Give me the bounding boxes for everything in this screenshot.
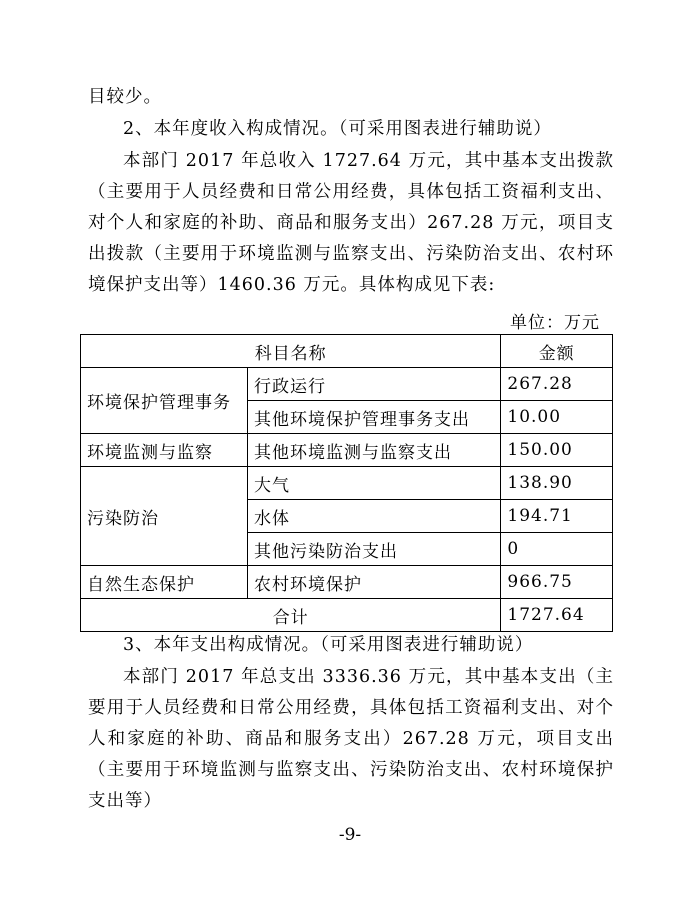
category-cell: 环境保护管理事务 xyxy=(81,368,248,434)
total-amount: 1727.64 xyxy=(501,599,613,632)
table-header-row xyxy=(81,335,613,368)
paragraph-income: 本部门 2017 年总收入 1727.64 万元，其中基本支出拨款（主要用于人员经费和日常公用经费，具体包括工资福利支出、对个人和家庭的补助、商品和服务支出）267.28 万元，项目支出拨款（主要用于环境监测与监察支出、污染防治支出、农村环境保护支出等）1460.36 万元。具体构成见下表: xyxy=(88,151,614,295)
header-subject: 科目名称 xyxy=(81,335,501,368)
item-cell: 行政运行 xyxy=(248,368,501,401)
amount-cell: 150.00 xyxy=(501,434,613,467)
table-row xyxy=(81,566,613,599)
table-row xyxy=(81,368,613,401)
table-unit-label: 单位：万元 xyxy=(510,313,600,333)
table-row xyxy=(81,434,613,467)
header-amount: 金额 xyxy=(501,335,613,368)
item-cell: 水体 xyxy=(248,500,501,533)
amount-cell: 10.00 xyxy=(501,401,613,434)
item-cell: 农村环境保护 xyxy=(248,566,501,599)
amount-cell: 138.90 xyxy=(501,467,613,500)
table-total-row xyxy=(81,599,613,632)
item-cell: 其他环境保护管理事务支出 xyxy=(248,401,501,434)
item-cell: 大气 xyxy=(248,467,501,500)
amount-cell: 966.75 xyxy=(501,566,613,599)
section-heading-expenditure: 3、本年支出构成情况。（可采用图表进行辅助说） xyxy=(123,635,534,655)
category-cell: 自然生态保护 xyxy=(81,566,248,599)
category-cell: 污染防治 xyxy=(81,467,248,566)
category-cell: 环境监测与监察 xyxy=(81,434,248,467)
total-label: 合计 xyxy=(81,599,501,632)
item-cell: 其他环境监测与监察支出 xyxy=(248,434,501,467)
section-heading-income: 2、本年度收入构成情况。（可采用图表进行辅助说） xyxy=(123,119,552,139)
page-number: -9- xyxy=(338,825,362,845)
paragraph-intro-tail: 目较少。 xyxy=(88,87,162,107)
income-table xyxy=(80,334,613,632)
amount-cell: 0 xyxy=(501,533,613,566)
amount-cell: 267.28 xyxy=(501,368,613,401)
table-row xyxy=(81,467,613,500)
amount-cell: 194.71 xyxy=(501,500,613,533)
item-cell: 其他污染防治支出 xyxy=(248,533,501,566)
paragraph-expenditure: 本部门 2017 年总支出 3336.36 万元，其中基本支出（主要用于人员经费和日常公用经费，具体包括工资福利支出、对个人和家庭的补助、商品和服务支出）267.28 万元，项目支出（主要用于环境监测与监察支出、污染防治支出、农村环境保护支出等） xyxy=(88,667,614,811)
